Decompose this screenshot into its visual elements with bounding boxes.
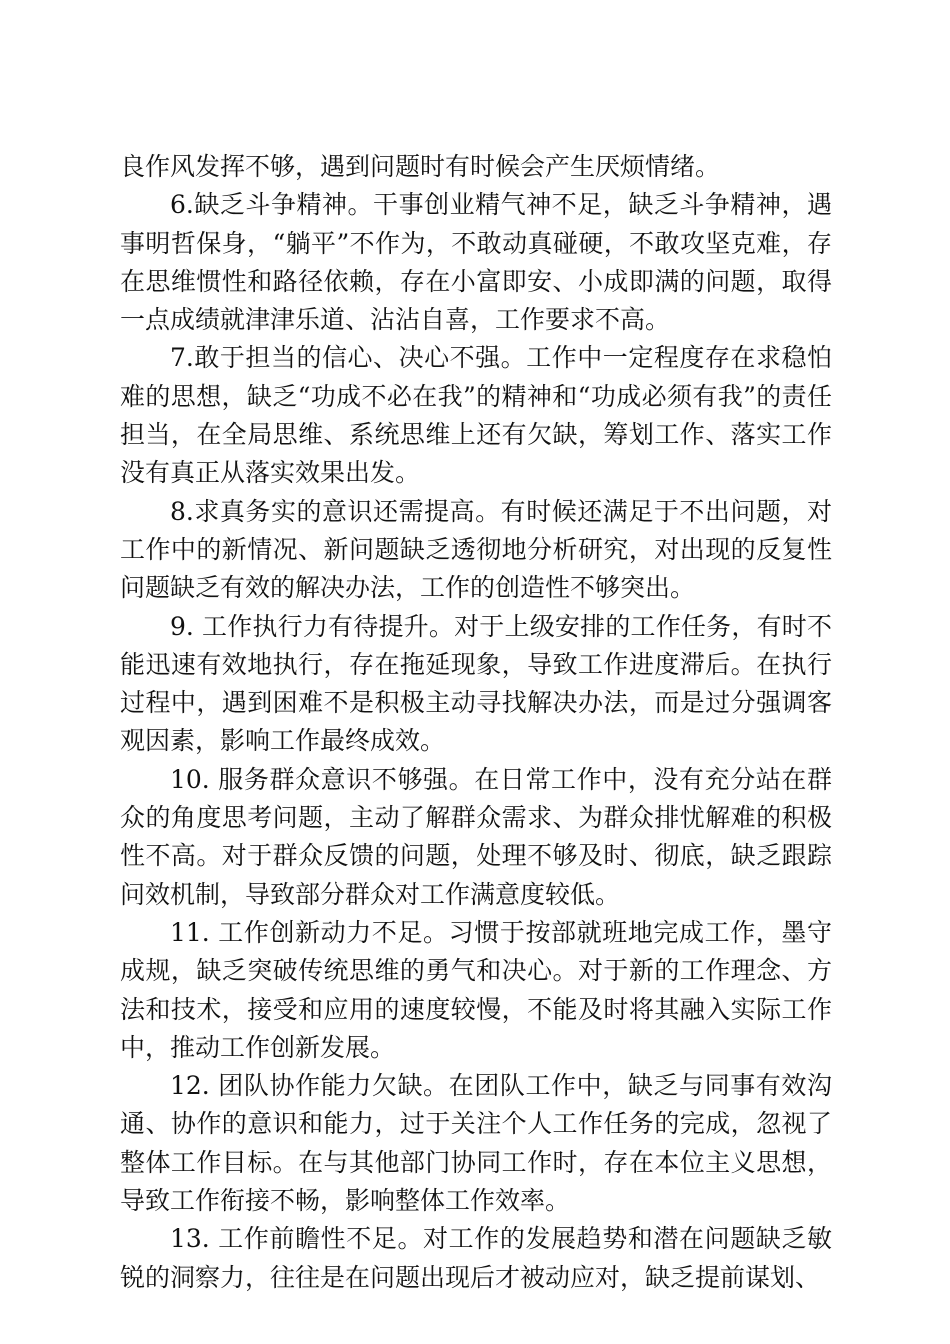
paragraph-item-9: 9. 工作执行力有待提升。对于上级安排的工作任务，有时不能迅速有效地执行，存在拖延现象，导致工作进度滞后。在执行过程中，遇到困难不是积极主动寻找解决办法，而是过分强调客观因素，影响工作最终成效。	[120, 611, 832, 756]
paragraph-continuation: 良作风发挥不够，遇到问题时有时候会产生厌烦情绪。	[120, 152, 721, 181]
paragraph-item-7: 7.敢于担当的信心、决心不强。工作中一定程度存在求稳怕难的思想，缺乏“功成不必在我”的精神和“功成必须有我”的责任担当，在全局思维、系统思维上还有欠缺，筹划工作、落实工作没有真正从落实效果出发。	[120, 343, 832, 488]
paragraph-item-11: 11. 工作创新动力不足。习惯于按部就班地完成工作，墨守成规，缺乏突破传统思维的勇气和决心。对于新的工作理念、方法和技术，接受和应用的速度较慢，不能及时将其融入实际工作中，推动工作创新发展。	[120, 917, 832, 1062]
paragraph-item-8: 8.求真务实的意识还需提高。有时候还满足于不出问题，对工作中的新情况、新问题缺乏透彻地分析研究，对出现的反复性问题缺乏有效的解决办法，工作的创造性不够突出。	[120, 496, 832, 603]
document-body	[120, 148, 832, 1297]
paragraph-item-12: 12. 团队协作能力欠缺。在团队工作中，缺乏与同事有效沟通、协作的意识和能力，过于关注个人工作任务的完成，忽视了整体工作目标。在与其他部门协同工作时，存在本位主义思想，导致工作衔接不畅，影响整体工作效率。	[120, 1071, 832, 1216]
paragraph-item-10: 10. 服务群众意识不够强。在日常工作中，没有充分站在群众的角度思考问题，主动了解群众需求、为群众排忧解难的积极性不高。对于群众反馈的问题，处理不够及时、彻底，缺乏跟踪问效机制，导致部分群众对工作满意度较低。	[120, 764, 832, 909]
paragraph-item-13: 13. 工作前瞻性不足。对工作的发展趋势和潜在问题缺乏敏锐的洞察力，往往是在问题出现后才被动应对，缺乏提前谋划、	[120, 1224, 832, 1292]
paragraph-item-6: 6.缺乏斗争精神。干事创业精气神不足，缺乏斗争精神，遇事明哲保身，“躺平”不作为，不敢动真碰硬，不敢攻坚克难，存在思维惯性和路径依赖，存在小富即安、小成即满的问题，取得一点成绩就津津乐道、沾沾自喜，工作要求不高。	[120, 190, 832, 335]
